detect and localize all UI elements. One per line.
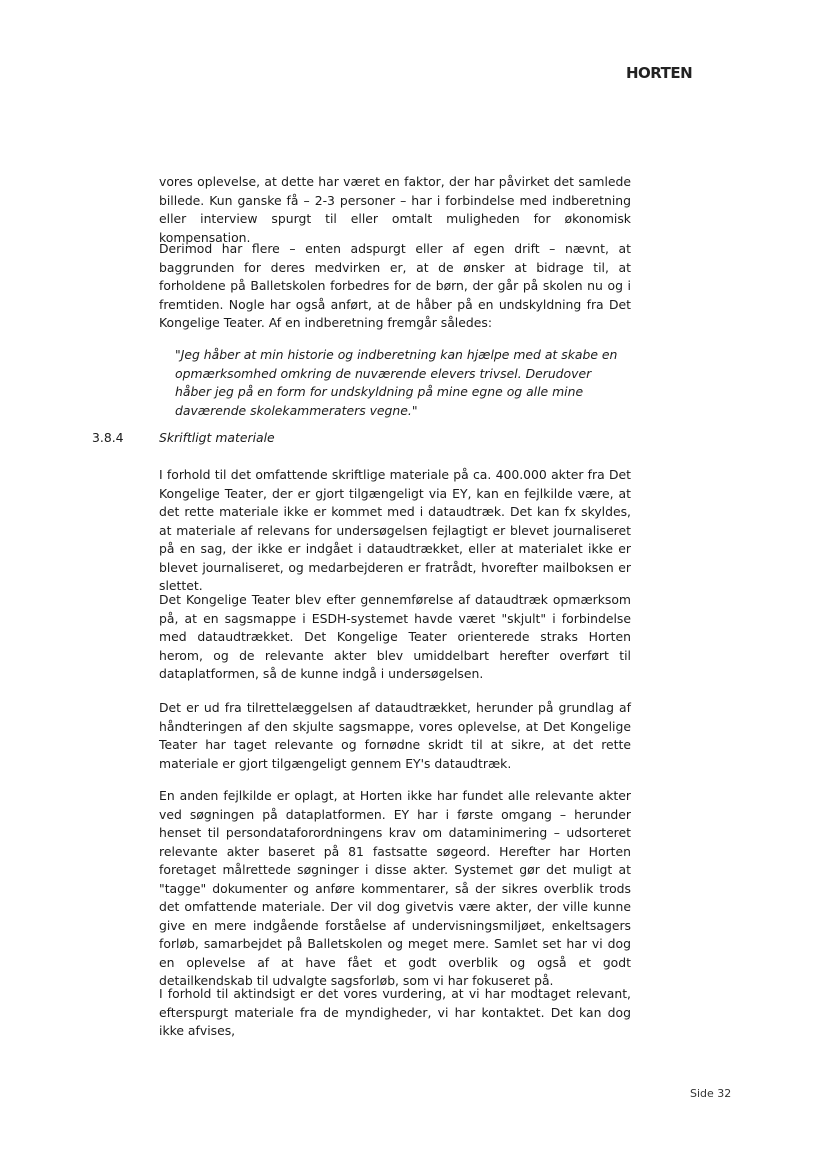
horten-logo: HORTEN xyxy=(626,64,693,82)
body-paragraph: Det er ud fra tilrettelæggelsen af dataudtrækket, herunder på grundlag af håndteringen af den skjulte sagsmappe, vores oplevelse, at Det Kongelige Teater har taget relevante og fornødne skridt til at sikre, at det rette materiale er gjort tilgængeligt gennem EY's dataudtræk. xyxy=(159,700,631,771)
body-paragraph: I forhold til aktindsigt er det vores vurdering, at vi har modtaget relevant, efterspurgt materiale fra de myndigheder, vi har kontaktet. Det kan dog ikke afvises, xyxy=(159,986,631,1038)
section-title: Skriftligt materiale xyxy=(159,430,275,445)
body-paragraph: Derimod har flere – enten adspurgt eller af egen drift – nævnt, at baggrunden for deres medvirken er, at de ønsker at bidrage til, at forholdene på Balletskolen forbedres for de børn, der går på skolen nu og i fremtiden. Nogle har også anført, at de håber på en undskyldning fra Det Kongelige Teater. Af en indberetning fremgår således: xyxy=(159,241,631,330)
block-quote: "Jeg håber at min historie og indberetning kan hjælpe med at skabe en opmærksomhed omkring de nuværende elevers trivsel. Derudover håber jeg på en form for undskyldning på mine egne og alle mine daværende skolekammeraters vegne." xyxy=(175,347,618,418)
body-paragraph: vores oplevelse, at dette har været en faktor, der har påvirket det samlede billede. Kun ganske få – 2-3 personer – har i forbindelse med indberetning eller interview spurgt til eller omtalt muligheden for økonomisk kompensation. xyxy=(159,174,631,245)
page-number: Side 32 xyxy=(690,1087,732,1100)
body-paragraph: Det Kongelige Teater blev efter gennemførelse af dataudtræk opmærksom på, at en sagsmappe i ESDH-systemet havde været "skjult" i forbindelse med dataudtrækket. Det Kongelige Teater orienterede straks Horten herom, og de relevante akter blev umiddelbart herefter overført til dataplatformen, så de kunne indgå i undersøgelsen. xyxy=(159,592,631,681)
body-paragraph: En anden fejlkilde er oplagt, at Horten ikke har fundet alle relevante akter ved søgningen på dataplatformen. EY har i første omgang – herunder henset til persondataforordningens krav om dataminimering – udsorteret relevante akter baseret på 81 fastsatte søgeord. Herefter har Horten foretaget målrettede søgninger i disse akter. Systemet gør det muligt at "tagge" dokumenter og anføre kommentarer, så der sikres overblik trods det omfattende materiale. Der vil dog givetvis være akter, der ville kunne give en mere indgående forståelse af undervisningsmiljøet, enkeltsagers forløb, samarbejdet på Balletskolen og meget mere. Samlet set har vi dog en oplevelse af at have fået et godt overblik og også et godt detailkendskab til udvalgte sagsforløb, som vi har fokuseret på. xyxy=(159,788,631,988)
section-number: 3.8.4 xyxy=(92,430,124,445)
body-paragraph: I forhold til det omfattende skriftlige materiale på ca. 400.000 akter fra Det Kongelige Teater, der er gjort tilgængeligt via EY, kan en fejlkilde være, at det rette materiale ikke er kommet med i dataudtræk. Det kan fx skyldes, at materiale af relevans for undersøgelsen fejlagtigt er blevet journaliseret på en sag, der ikke er indgået i dataudtrækket, eller at materialet ikke er blevet journaliseret, og medarbejderen er fratrådt, hvorefter mailboksen er slettet. xyxy=(159,467,631,593)
